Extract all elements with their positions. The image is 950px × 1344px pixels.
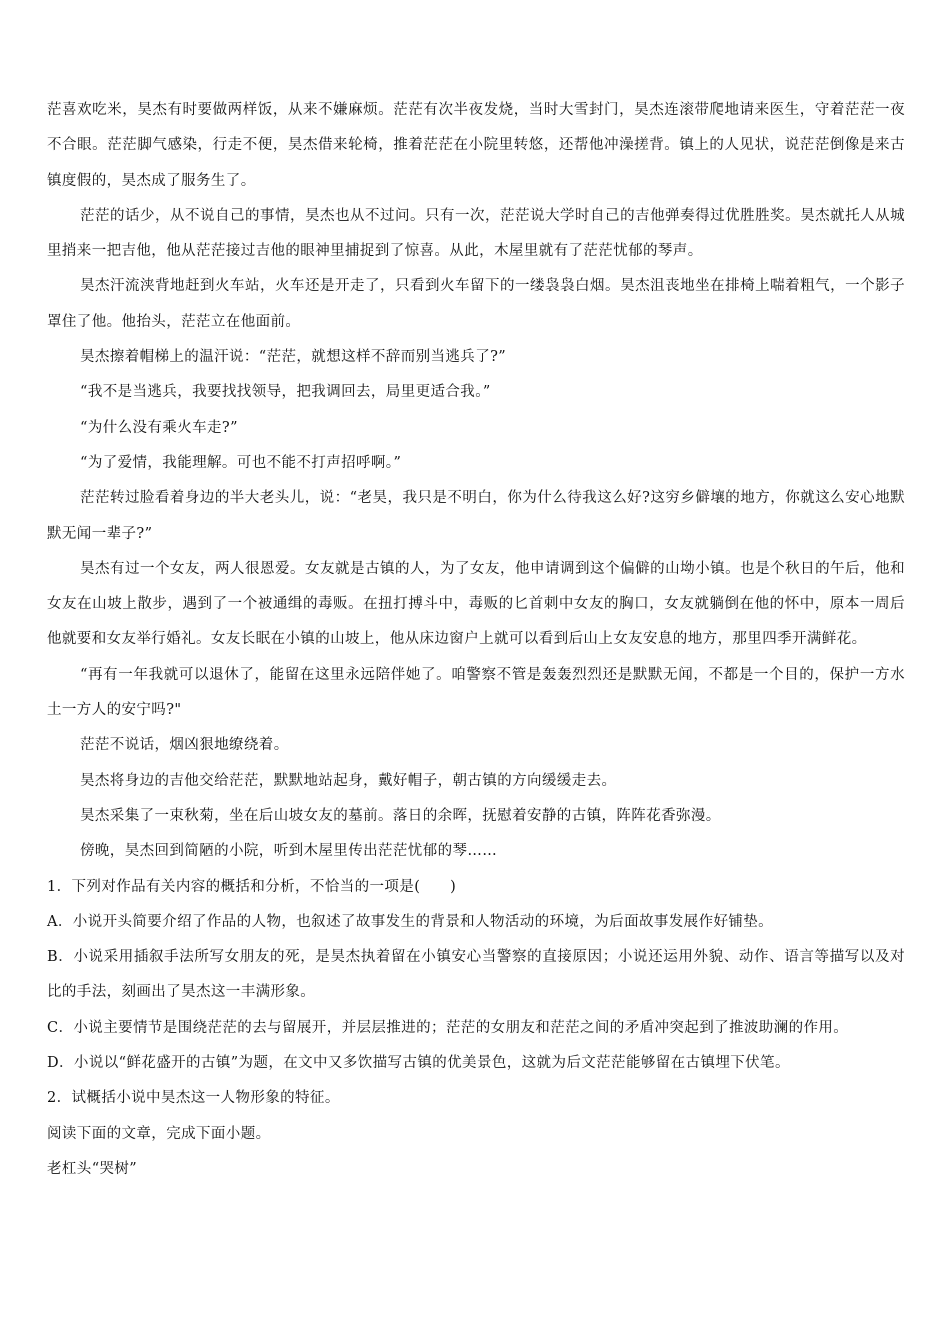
question-1-option-d: D．小说以“鲜花盛开的古镇”为题，在文中又多饮描写古镇的优美景色，这就为后文茫茫能够留在古镇埋下伏笔。 <box>47 1055 790 1072</box>
story-paragraph: 昊杰有过一个女友，两人很恩爱。女友就是古镇的人，为了女友，他申请调到这个偏僻的山坳小镇。也是个秋日的午后，他和女友在山坡上散步，遇到了一个被通缉的毒贩。在扭打搏斗中，毒贩的匕首刺中女友的胸口，女友就躺倒在他的怀中，原本一周后他就要和女友举行婚礼。女友长眠在小镇的山坡上，他从床边窗户上就可以看到后山上女友安息的地方，那里四季开满鲜花。 <box>47 560 905 648</box>
question-1-option-a: A．小说开头简要介绍了作品的人物，也叙述了故事发生的背景和人物活动的环境，为后面故事发展作好铺垫。 <box>47 913 774 930</box>
question-1-stem: 1．下列对作品有关内容的概括和分析，不恰当的一项是( ) <box>47 878 457 895</box>
reading-instruction: 阅读下面的文章，完成下面小题。 <box>47 1125 271 1142</box>
story-paragraph: 茫喜欢吃米，昊杰有时要做两样饭，从来不嫌麻烦。茫茫有次半夜发烧，当时大雪封门，昊杰连滚带爬地请来医生，守着茫茫一夜不合眼。茫茫脚气感染，行走不便，昊杰借来轮椅，推着茫茫在小院里转悠，还帮他冲澡搓背。镇上的人见状，说茫茫倒像是来古镇度假的，昊杰成了服务生了。 <box>47 102 905 189</box>
story-paragraph: “我不是当逃兵，我要找找领导，把我调回去，局里更适合我。” <box>80 384 491 401</box>
question-2-stem: 2．试概括小说中昊杰这一人物形象的特征。 <box>47 1090 340 1107</box>
question-1-option-c: C．小说主要情节是围绕茫茫的去与留展开，并层层推进的；茫茫的女朋友和茫茫之间的矛盾冲突起到了推波助澜的作用。 <box>47 1019 849 1036</box>
story-paragraph: 昊杰将身边的吉他交给茫茫，默默地站起身，戴好帽子，朝古镇的方向缓缓走去。 <box>80 772 617 789</box>
story-paragraph: 茫茫的话少，从不说自己的事情，昊杰也从不过问。只有一次，茫茫说大学时自己的吉他弹奏得过优胜胜奖。昊杰就托人从城里捎来一把吉他，他从茫茫接过吉他的眼神里捕捉到了惊喜。从此，木屋里就有了茫茫忧郁的琴声。 <box>47 207 905 260</box>
story-paragraph: 昊杰采集了一束秋菊，坐在后山坡女友的墓前。落日的余晖，抚慰着安静的古镇，阵阵花香弥漫。 <box>80 807 721 824</box>
story-paragraph: 茫茫不说话，烟凶狠地缭绕着。 <box>80 737 289 754</box>
next-article-title: 老杠头“哭树” <box>47 1160 138 1177</box>
story-paragraph: 傍晚，昊杰回到简陋的小院，听到木屋里传出茫茫忧郁的琴…… <box>80 843 498 860</box>
story-paragraph: “为了爱情，我能理解。可也不能不打声招呼啊。” <box>80 454 402 471</box>
story-paragraph: 昊杰擦着帽梯上的温汗说：“茫茫，就想这样不辞而别当逃兵了?” <box>80 349 507 366</box>
story-paragraph: 茫茫转过脸看着身边的半大老头儿，说：“老昊，我只是不明白，你为什么待我这么好?这穷乡僻壤的地方，你就这么安心地默默无闻一辈子?” <box>47 490 905 542</box>
story-paragraph: 昊杰汗流浃背地赶到火车站，火车还是开走了，只看到火车留下的一缕袅袅白烟。昊杰沮丧地坐在排椅上喘着粗气，一个影子罩住了他。他抬头，茫茫立在他面前。 <box>47 278 905 330</box>
question-1-option-b: B．小说采用插叙手法所写女朋友的死，是昊杰执着留在小镇安心当警察的直接原因；小说还运用外貌、动作、语言等描写以及对比的手法，刻画出了昊杰这一丰满形象。 <box>47 949 905 1001</box>
story-paragraph: “再有一年我就可以退休了，能留在这里永远陪伴她了。咱警察不管是轰轰烈烈还是默默无闻，不都是一个目的，保护一方水土一方人的安宁吗?" <box>47 666 905 719</box>
document-page <box>47 93 905 1187</box>
story-paragraph: “为什么没有乘火车走?” <box>80 419 238 436</box>
